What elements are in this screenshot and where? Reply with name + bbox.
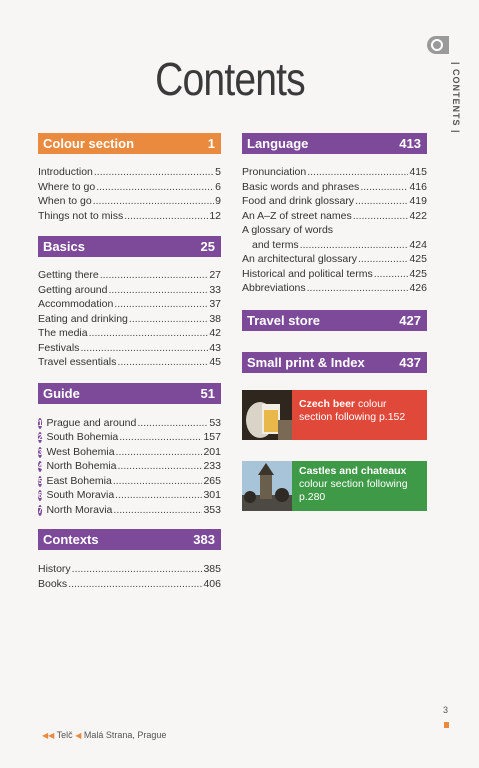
- toc-item[interactable]: A glossary of words: [242, 224, 334, 236]
- section-small-print: [242, 352, 427, 373]
- section-page: 383: [193, 532, 215, 547]
- section-title: Small print & Index: [247, 354, 365, 370]
- section-title: Guide: [43, 385, 80, 401]
- toc-item[interactable]: Accommodation ..... 37: [38, 297, 221, 312]
- toc-item[interactable]: An architectural glossary ..... 425: [242, 252, 427, 267]
- toc-item[interactable]: Eating and drinking ..... 38: [38, 312, 221, 327]
- toc-item[interactable]: 4 North Bohemia ..... 233: [38, 459, 221, 474]
- left-column: [38, 133, 221, 591]
- chapter-number-icon: 2: [38, 433, 43, 442]
- chapter-number-icon: 4: [38, 462, 43, 471]
- section-title: Basics: [43, 239, 85, 254]
- right-column: [242, 133, 427, 373]
- toc-item[interactable]: History ..... 385: [38, 562, 221, 577]
- toc-item[interactable]: The media ..... 42: [38, 326, 221, 341]
- toc-item[interactable]: 1 Prague and around ..... 53: [38, 416, 221, 431]
- page-title: Contents: [155, 53, 305, 105]
- chapter-number-icon: 7: [38, 505, 43, 515]
- section-colour: [38, 133, 221, 223]
- section-page: 51: [200, 385, 215, 401]
- toc-item[interactable]: Basic words and phrases ..... 416: [242, 180, 427, 195]
- chapter-number-icon: 6: [38, 491, 43, 500]
- section-title: Travel store: [247, 312, 320, 328]
- toc-item[interactable]: Historical and political terms ..... 425: [242, 267, 427, 282]
- toc-item[interactable]: 3 West Bohemia ..... 201: [38, 445, 221, 460]
- section-page: 427: [399, 312, 421, 328]
- toc-item[interactable]: Books ..... 406: [38, 577, 221, 592]
- section-travel-store: [242, 310, 427, 331]
- section-header-language[interactable]: [242, 133, 427, 154]
- section-title: Contexts: [43, 532, 99, 547]
- section-page: 1: [207, 136, 215, 151]
- section-header-contexts[interactable]: [38, 529, 221, 550]
- beer-photo: [242, 390, 292, 440]
- chapter-number-icon: 1: [38, 418, 43, 428]
- caption-arrow-icon: ◀◀: [42, 731, 55, 740]
- toc-item[interactable]: Where to go ..... 6: [38, 180, 221, 195]
- section-title: Colour section: [43, 136, 135, 151]
- promo-text: Czech beer colour section following p.152: [299, 398, 406, 423]
- section-header-small-print[interactable]: [242, 352, 427, 373]
- promo-castles[interactable]: [242, 461, 427, 511]
- promo-text: Castles and chateaux colour section following p.280: [299, 465, 408, 503]
- chapter-number-icon: 3: [38, 447, 43, 457]
- section-header-guide[interactable]: [38, 383, 221, 404]
- toc-item[interactable]: Travel essentials ..... 45: [38, 355, 221, 370]
- toc-item[interactable]: An A–Z of street names ..... 422: [242, 209, 427, 224]
- toc-item[interactable]: Getting there ..... 27: [38, 268, 221, 283]
- section-header-colour[interactable]: [38, 133, 221, 154]
- side-tab-label: | CONTENTS |: [451, 62, 461, 134]
- toc-item[interactable]: Festivals ..... 43: [38, 341, 221, 356]
- toc-item[interactable]: Food and drink glossary ..... 419: [242, 194, 427, 209]
- toc-item[interactable]: Things not to miss ..... 12: [38, 209, 221, 224]
- castle-photo: [242, 461, 292, 511]
- section-guide: [38, 383, 221, 518]
- section-header-basics[interactable]: [38, 236, 221, 257]
- caption-arrow-icon: ◀: [75, 731, 82, 740]
- toc-item[interactable]: 7 North Moravia ..... 353: [38, 503, 221, 518]
- toc-item[interactable]: Introduction ..... 5: [38, 165, 221, 180]
- chapter-number-icon: 5: [38, 476, 43, 486]
- toc-item[interactable]: 5 East Bohemia ..... 265: [38, 474, 221, 489]
- toc-item[interactable]: When to go ..... 9: [38, 194, 221, 209]
- toc-item[interactable]: 6 South Moravia ..... 301: [38, 488, 221, 503]
- toc-item[interactable]: 2 South Bohemia ..... 157: [38, 430, 221, 445]
- section-header-travel-store[interactable]: [242, 310, 427, 331]
- section-title: Language: [247, 136, 309, 151]
- toc-item[interactable]: Abbreviations ..... 426: [242, 281, 427, 296]
- side-marker-icon: [427, 36, 449, 54]
- section-language: [242, 133, 427, 296]
- promo-czech-beer[interactable]: [242, 390, 427, 440]
- toc-item[interactable]: Pronunciation ..... 415: [242, 165, 427, 180]
- page-marker-icon: [444, 722, 449, 728]
- section-page: 437: [399, 354, 421, 370]
- section-page: 413: [399, 136, 421, 151]
- toc-item[interactable]: Getting around ..... 33: [38, 283, 221, 298]
- toc-item[interactable]: and terms ..... 424: [242, 238, 427, 253]
- page-number: 3: [443, 705, 449, 715]
- section-contexts: [38, 529, 221, 591]
- photo-caption: ◀◀ Telč ◀ Malá Strana, Prague: [42, 730, 167, 740]
- section-basics: [38, 236, 221, 370]
- section-page: 25: [200, 239, 215, 254]
